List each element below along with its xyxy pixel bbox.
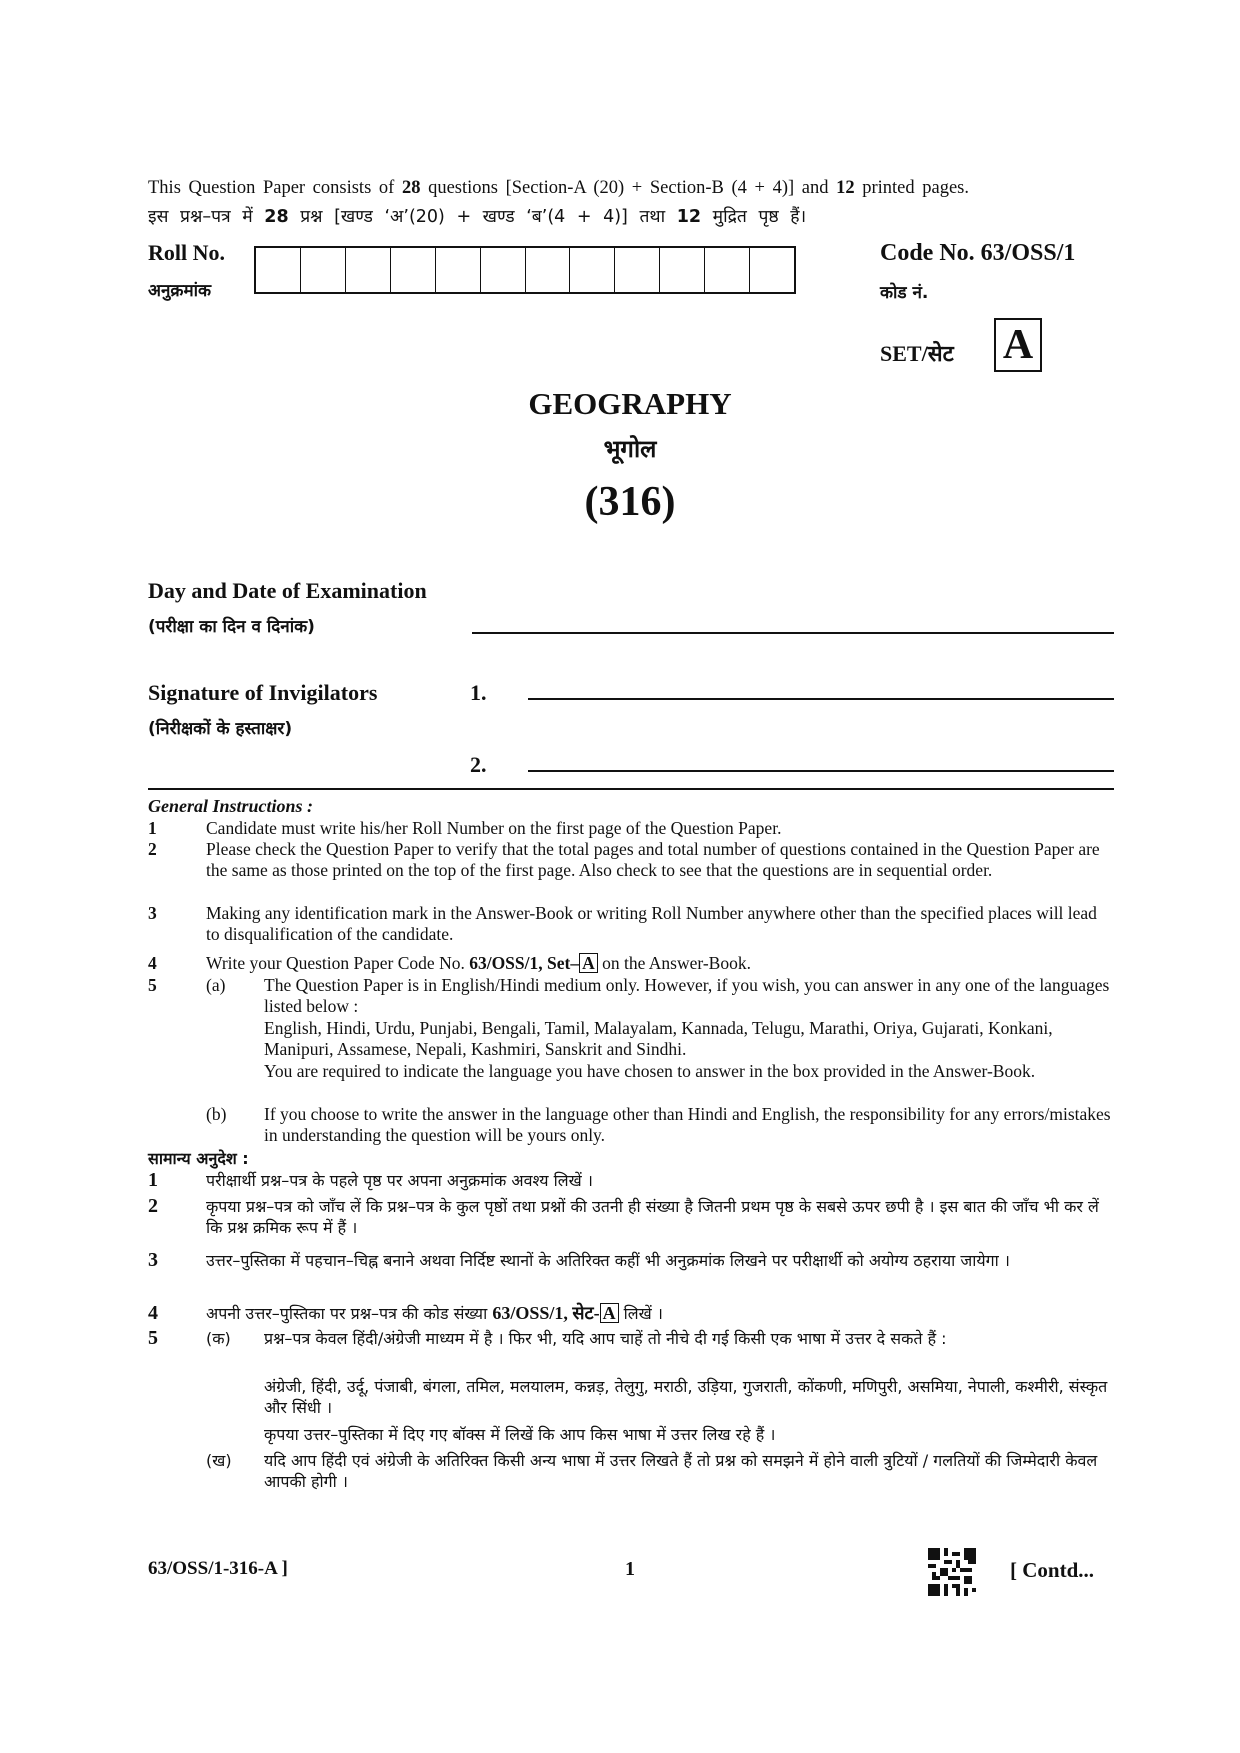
roll-digit-box[interactable] [615, 248, 660, 292]
roll-digit-box[interactable] [346, 248, 391, 292]
sub-item-label: (क) [206, 1329, 231, 1348]
general-instructions-heading-hi: सामान्य अनुदेश : [148, 1149, 249, 1168]
paper-info-hi [148, 204, 1086, 228]
invigilator-sign-line-2[interactable] [528, 770, 1114, 772]
sub-item-text: यदि आप हिंदी एवं अंग्रेजी के अतिरिक्त किसी अन्य भाषा में उत्तर लिखते हैं तो प्रश्न को समझने में होने वाली त्रुटियों / गलतियों की जिम्मेदारी केवल आपकी होगी । [264, 1451, 1098, 1491]
item-text: उत्तर–पुस्तिका में पहचान–चिह्न बनाने अथवा निर्दिष्ट स्थानों के अतिरिक्त कहीं भी अनुक्रमांक लिखने पर परीक्षार्थी को अयोग्य ठहराया जायेगा । [206, 1251, 1010, 1270]
general-instructions-heading: General Instructions : [148, 796, 314, 816]
roll-digit-box[interactable] [570, 248, 615, 292]
item-number: 3 [148, 1249, 158, 1271]
sub-item-text: प्रश्न–पत्र केवल हिंदी/अंग्रेजी माध्यम में है । फिर भी, यदि आप चाहें तो नीचे दी गई किसी एक भाषा में उत्तर दे सकते हैं : [264, 1329, 947, 1348]
item-text: Candidate must write his/her Roll Number on the first page of the Question Paper. [206, 818, 782, 838]
item-text: Please check the Question Paper to verify that the total pages and total number of questions contained in the Question Paper are the same as those printed on the top of the first page. Also check to see that the questions are in sequential order. [206, 839, 1100, 880]
item-text [206, 1303, 1114, 1324]
invigilator-sign-line-1[interactable] [528, 698, 1114, 700]
page-count: 12 [676, 207, 702, 227]
paper-code: 63/OSS/1, सेट- [492, 1303, 600, 1323]
invigilator-label-en: Signature of Invigilators [148, 680, 378, 705]
sub-item-text: If you choose to write the answer in the language other than Hindi and English, the responsibility for any errors/mistakes in understanding the question will be yours only. [264, 1104, 1111, 1145]
exam-date-label-hi: (परीक्षा का दिन व दिनांक) [148, 617, 315, 637]
roll-label-en: Roll No. [148, 240, 225, 265]
roll-digit-box[interactable] [660, 248, 705, 292]
item-number: 4 [148, 1302, 158, 1324]
set-label: SET/सेट [880, 341, 954, 366]
invigilator-number-2: 2. [470, 752, 487, 777]
exam-date-line[interactable] [472, 632, 1114, 634]
item-text: Making any identification mark in the Answer-Book or writing Roll Number anywhere other than the specified places will lead to disqualification of the candidate. [206, 903, 1097, 944]
set-box-inline: A [579, 953, 598, 973]
paper-code: 63/OSS/1, Set– [469, 953, 580, 973]
invigilator-number-1: 1. [470, 680, 487, 705]
paper-info-en [148, 178, 1086, 199]
sub-item-label: (ख) [206, 1451, 232, 1470]
code-label: Code No. [880, 240, 975, 266]
item-text: कृपया प्रश्न–पत्र को जाँच लें कि प्रश्न–पत्र के कुल पृष्ठों तथा प्रश्नों की उतनी ही संख्या है जितनी प्रथम पृष्ठ के सबसे ऊपर छपी है । इस बात की जाँच भी कर लें कि प्रश्न क्रमिक रूप में हैं । [206, 1197, 1099, 1237]
page-count: 12 [836, 178, 855, 198]
info-text: प्रश्न [खण्ड ‘अ’(20) + खण्ड ‘ब’(4 + 4)] तथा [288, 207, 677, 227]
item-text-part: on the Answer-Book. [597, 953, 751, 973]
item-number: 1 [148, 1169, 158, 1191]
subject-code: (316) [584, 479, 676, 525]
question-count: 28 [264, 207, 289, 227]
invigilator-label-hi: (निरीक्षकों के हस्ताक्षर) [148, 719, 293, 739]
code-label-hi: कोड नं. [880, 283, 929, 303]
roll-digit-box[interactable] [481, 248, 526, 292]
roll-digit-box[interactable] [391, 248, 436, 292]
roll-digit-box[interactable] [750, 248, 794, 292]
item-number: 2 [148, 839, 157, 859]
info-text: इस प्रश्न–पत्र में [148, 207, 265, 227]
item-text: परीक्षार्थी प्रश्न–पत्र के पहले पृष्ठ पर अपना अनुक्रमांक अवश्य लिखें । [206, 1171, 593, 1190]
sub-item-label: (b) [206, 1104, 227, 1124]
roll-digit-box[interactable] [526, 248, 571, 292]
subject-title-hi: भूगोल [603, 435, 657, 463]
info-text: printed pages. [854, 178, 970, 198]
item-number: 1 [148, 818, 157, 838]
question-count: 28 [401, 178, 421, 198]
page-number: 1 [625, 1558, 635, 1580]
roll-digit-box[interactable] [705, 248, 750, 292]
roll-digit-box[interactable] [301, 248, 346, 292]
info-text: This Question Paper consists of [148, 178, 402, 198]
item-number: 5 [148, 975, 157, 995]
info-text: questions [Section-A (20) + Section-B (4 + 4)] and [420, 178, 837, 198]
item-text-part: अपनी उत्तर–पुस्तिका पर प्रश्न–पत्र की कोड संख्या [206, 1304, 493, 1323]
sub-item-text: कृपया उत्तर–पुस्तिका में दिए गए बॉक्स में लिखें कि आप किस भाषा में उत्तर लिख रहे हैं । [264, 1425, 776, 1444]
set-box: A [994, 318, 1042, 372]
item-number: 3 [148, 903, 157, 923]
roll-label-hi: अनुक्रमांक [148, 281, 212, 301]
item-text-part: Write your Question Paper Code No. [206, 953, 470, 973]
exam-date-label-en: Day and Date of Examination [148, 578, 427, 603]
qr-code-icon [928, 1548, 976, 1596]
sub-item-label: (a) [206, 975, 226, 995]
roll-digit-box[interactable] [436, 248, 481, 292]
continued-label: [ Contd... [1010, 1558, 1095, 1582]
footer-paper-code: 63/OSS/1-316-A ] [148, 1558, 288, 1579]
item-number: 5 [148, 1327, 158, 1349]
divider [148, 788, 1114, 790]
info-text: मुद्रित पृष्ठ हैं। [701, 207, 807, 227]
item-text [206, 953, 1114, 974]
sub-item-text: The Question Paper is in English/Hindi medium only. However, if you wish, you can answer in any one of the languages listed below : [264, 975, 1110, 1016]
language-list: English, Hindi, Urdu, Punjabi, Bengali, Tamil, Malayalam, Kannada, Telugu, Marathi, Oriya, Gujarati, Konkani, Manipuri, Assamese, Nepali, Kashmiri, Sanskrit and Sindhi. [264, 1018, 1053, 1059]
set-box-inline: A [600, 1303, 619, 1323]
code-number [880, 240, 1075, 267]
subject-title: GEOGRAPHY [528, 386, 732, 421]
item-number: 4 [148, 953, 157, 973]
language-list: अंग्रेजी, हिंदी, उर्दू, पंजाबी, बंगला, तमिल, मलयालम, कन्नड़, तेलुगु, मराठी, उड़िया, गुजराती, कोंकणी, मणिपुरी, असमिया, नेपाली, कश्मीरी, संस्कृत और सिंधी । [264, 1377, 1108, 1417]
roll-number-boxes[interactable] [254, 246, 796, 294]
roll-digit-box[interactable] [256, 248, 301, 292]
item-number: 2 [148, 1195, 158, 1217]
sub-item-text: You are required to indicate the language you have chosen to answer in the box provided in the Answer-Book. [264, 1061, 1036, 1081]
code-value: 63/OSS/1 [980, 240, 1076, 266]
item-text-part: लिखें । [618, 1304, 663, 1323]
